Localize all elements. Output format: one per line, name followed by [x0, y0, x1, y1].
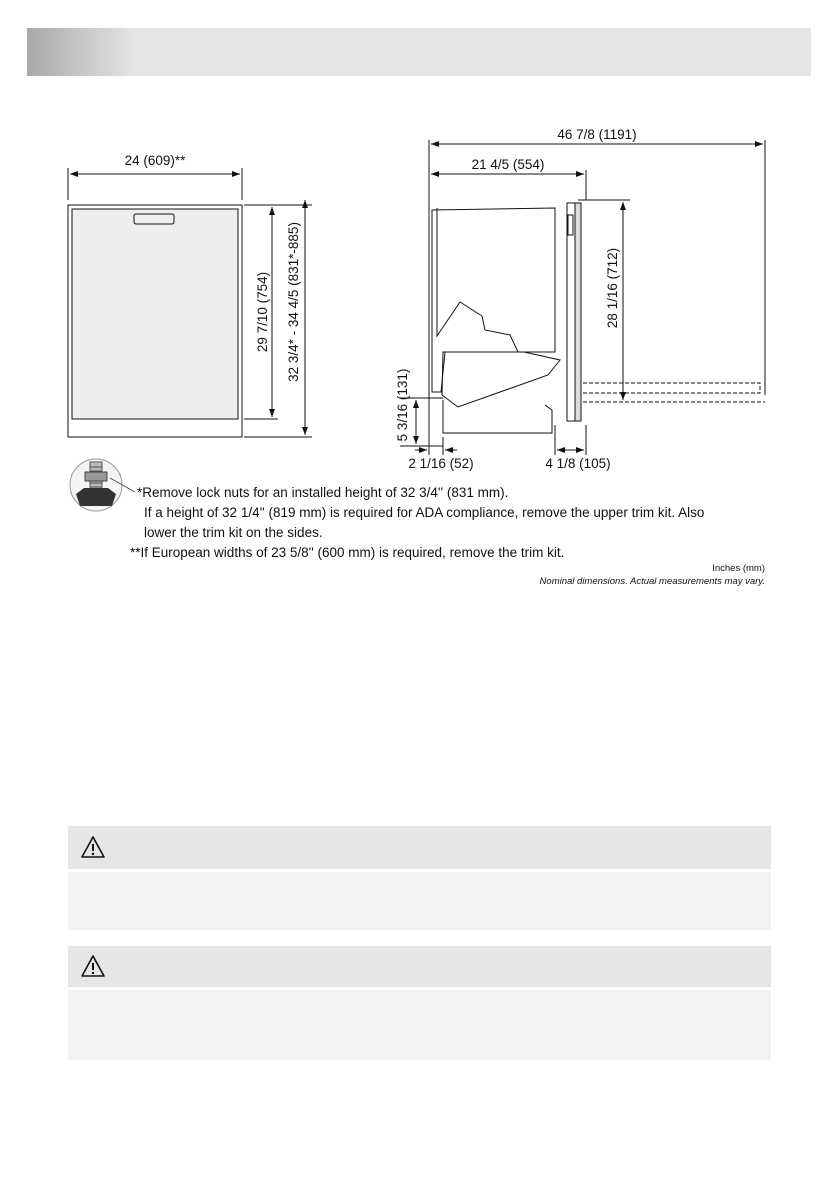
door-thickness-label: 4 1/8 (105) — [545, 456, 611, 471]
note-ada-compliance-cont: lower the trim kit on the sides. — [144, 525, 323, 540]
door-height-label: 28 1/16 (712) — [605, 247, 620, 329]
installation-notes — [130, 483, 705, 563]
warning-box-1-body — [68, 872, 771, 930]
door-panel — [72, 209, 238, 419]
warning-box-1-header — [68, 826, 771, 869]
total-height-label: 32 3/4* - 34 4/5 (831*-885) — [286, 222, 301, 382]
panel-height-label: 29 7/10 (754) — [255, 271, 270, 353]
warning-triangle-icon — [80, 954, 106, 978]
toe-kick-height-label: 5 3/16 (131) — [395, 368, 410, 442]
cabinet-depth-label: 21 4/5 (554) — [471, 157, 545, 172]
warning-box-2-header — [68, 946, 771, 987]
warning-box-2-body — [68, 990, 771, 1060]
warning-triangle-icon — [80, 835, 106, 859]
note-lock-nuts: *Remove lock nuts for an installed height of 32 3/4'' (831 mm). — [137, 485, 509, 500]
lock-nut-illustration — [70, 459, 135, 511]
note-ada-compliance: If a height of 32 1/4'' (819 mm) is required for ADA compliance, remove the upper trim kit. Also — [144, 505, 705, 520]
toe-kick-depth-label: 2 1/16 (52) — [408, 456, 474, 471]
note-european-width: **If European widths of 23 5/8'' (600 mm) is required, remove the trim kit. — [130, 545, 565, 560]
units-label: Inches (mm) — [712, 563, 765, 574]
overall-depth-label: 46 7/8 (1191) — [557, 127, 637, 142]
front-width-label: 24 (609)** — [124, 153, 186, 168]
nominal-disclaimer: Nominal dimensions. Actual measurements may vary. — [539, 576, 765, 587]
side-view-drawing — [400, 140, 765, 455]
front-view-drawing — [68, 168, 312, 437]
units-note — [540, 562, 765, 588]
